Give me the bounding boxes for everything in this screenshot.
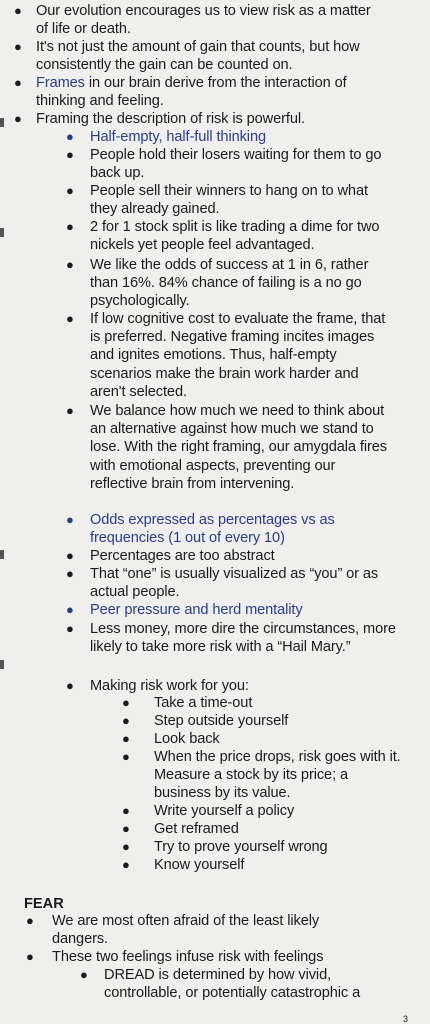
bullet-icon: ●	[14, 39, 22, 54]
list-item	[26, 948, 392, 966]
list-item-text: Making risk work for you:	[90, 678, 249, 694]
sub-list-item	[66, 601, 390, 619]
list-item-text: Try to prove yourself wrong	[154, 839, 328, 855]
bullet-icon: ●	[66, 621, 74, 636]
list-item-text: in our brain derive from the interaction of thinking and feeling.	[36, 75, 347, 110]
bullet-icon: ●	[122, 713, 130, 728]
list-item-text: Look back	[154, 731, 220, 747]
list-item-text: 2 for 1 stock split is like trading a dime for two nickels yet people feel advantaged.	[90, 219, 380, 254]
bullet-icon: ●	[26, 913, 34, 928]
list-item-text: That “one” is usually visualized as “you” or as actual people.	[90, 566, 379, 601]
sub-sub-list-item	[122, 802, 404, 820]
bullet-icon: ●	[66, 147, 74, 162]
list-item-text: If low cognitive cost to evaluate the frame, that is preferred. Negative framing incites images and ignites emotions. Thus, half-empty scenarios make the brain work harder and aren't selected.	[90, 311, 386, 400]
bullet-icon: ●	[14, 111, 22, 126]
list-item-text: Get reframed	[154, 821, 239, 837]
list-item-text: It's not just the amount of gain that counts, but how consistently the gain can be counted on.	[36, 39, 360, 74]
bullet-icon: ●	[66, 257, 74, 272]
sub-sub-list-item	[122, 820, 404, 838]
bullet-icon: ●	[26, 949, 34, 964]
bullet-icon: ●	[122, 803, 130, 818]
bullet-icon: ●	[66, 512, 74, 527]
bullet-icon: ●	[14, 75, 22, 90]
bullet-icon: ●	[122, 839, 130, 854]
list-item	[26, 912, 372, 948]
bullet-icon: ●	[80, 967, 88, 982]
sub-list-item	[66, 182, 375, 218]
sub-list-item	[66, 218, 395, 254]
sub-sub-list-item	[122, 838, 404, 856]
list-item-text: Take a time-out	[154, 695, 253, 711]
bullet-icon: ●	[122, 821, 130, 836]
list-item-text: We are most often afraid of the least likely dangers.	[52, 913, 320, 948]
list-item-text: Half-empty, half-full thinking	[90, 129, 266, 145]
bullet-icon: ●	[122, 857, 130, 872]
sub-list-item	[66, 511, 390, 547]
list-item-text: We like the odds of success at 1 in 6, rather than 16%. 84% chance of failing is a no go psychologically.	[90, 257, 369, 310]
list-item-text: When the price drops, risk goes with it. Measure a stock by its price; a business by its value.	[154, 749, 401, 802]
scan-edge-marks	[0, 0, 6, 1024]
bullet-icon: ●	[66, 403, 74, 418]
list-item	[14, 2, 424, 38]
sub-list-item	[66, 256, 395, 311]
list-item-text: Peer pressure and herd mentality	[90, 602, 303, 618]
sub-list-item	[66, 547, 390, 565]
list-item-text: Step outside yourself	[154, 713, 289, 729]
frames-term: Frames	[36, 75, 85, 91]
list-item	[14, 110, 424, 128]
list-item-text: DREAD is determined by how vivid, controllable, or potentially catastrophic a	[104, 967, 361, 1002]
sub-sub-list-item	[122, 856, 404, 874]
bullet-icon: ●	[66, 678, 74, 693]
list-item-text: Odds expressed as percentages vs as frequencies (1 out of every 10)	[90, 512, 335, 547]
sub-list-item	[66, 310, 390, 401]
list-item-text: Know yourself	[154, 857, 245, 873]
section-heading-fear: FEAR	[24, 896, 64, 912]
list-item-text: We balance how much we need to think about an alternative against how much we stand to lose. With the right framing, our amygdala fires with emotional aspects, preventing our reflective brain from intervening.	[90, 403, 387, 492]
sub-list-item	[66, 402, 395, 493]
sub-sub-list-item	[122, 712, 404, 730]
bullet-icon: ●	[66, 129, 74, 144]
sub-sub-list-item	[122, 694, 404, 712]
list-item	[14, 38, 424, 74]
sub-list-item	[66, 146, 395, 182]
sub-list-item	[66, 620, 400, 656]
bullet-icon: ●	[122, 695, 130, 710]
sub-list-item	[80, 966, 404, 1002]
bullet-icon: ●	[66, 183, 74, 198]
sub-list-item	[66, 565, 400, 601]
sub-sub-list-item	[122, 730, 404, 748]
sub-list-item	[66, 677, 390, 695]
list-item-text: Percentages are too abstract	[90, 548, 275, 564]
bullet-icon: ●	[66, 219, 74, 234]
sub-list-item	[66, 128, 390, 146]
list-item-text: Our evolution encourages us to view risk as a matter of life or death.	[36, 3, 371, 38]
bullet-icon: ●	[66, 311, 74, 326]
bullet-icon: ●	[122, 731, 130, 746]
list-item-text: Write yourself a policy	[154, 803, 295, 819]
page-number: 3	[402, 1014, 408, 1024]
bullet-icon: ●	[66, 566, 74, 581]
bullet-icon: ●	[66, 602, 74, 617]
bullet-icon: ●	[66, 548, 74, 563]
list-item-text: Less money, more dire the circumstances, more likely to take more risk with a “Hail Mary.”	[90, 621, 396, 656]
list-item-text: People sell their winners to hang on to what they already gained.	[90, 183, 368, 218]
bullet-icon: ●	[122, 749, 130, 764]
list-item	[14, 74, 424, 110]
bullet-icon: ●	[14, 3, 22, 18]
list-item-text: Framing the description of risk is powerful.	[36, 111, 305, 127]
list-item-text: These two feelings infuse risk with feelings	[52, 949, 324, 965]
sub-sub-list-item	[122, 748, 404, 803]
list-item-text: People hold their losers waiting for them to go back up.	[90, 147, 382, 182]
